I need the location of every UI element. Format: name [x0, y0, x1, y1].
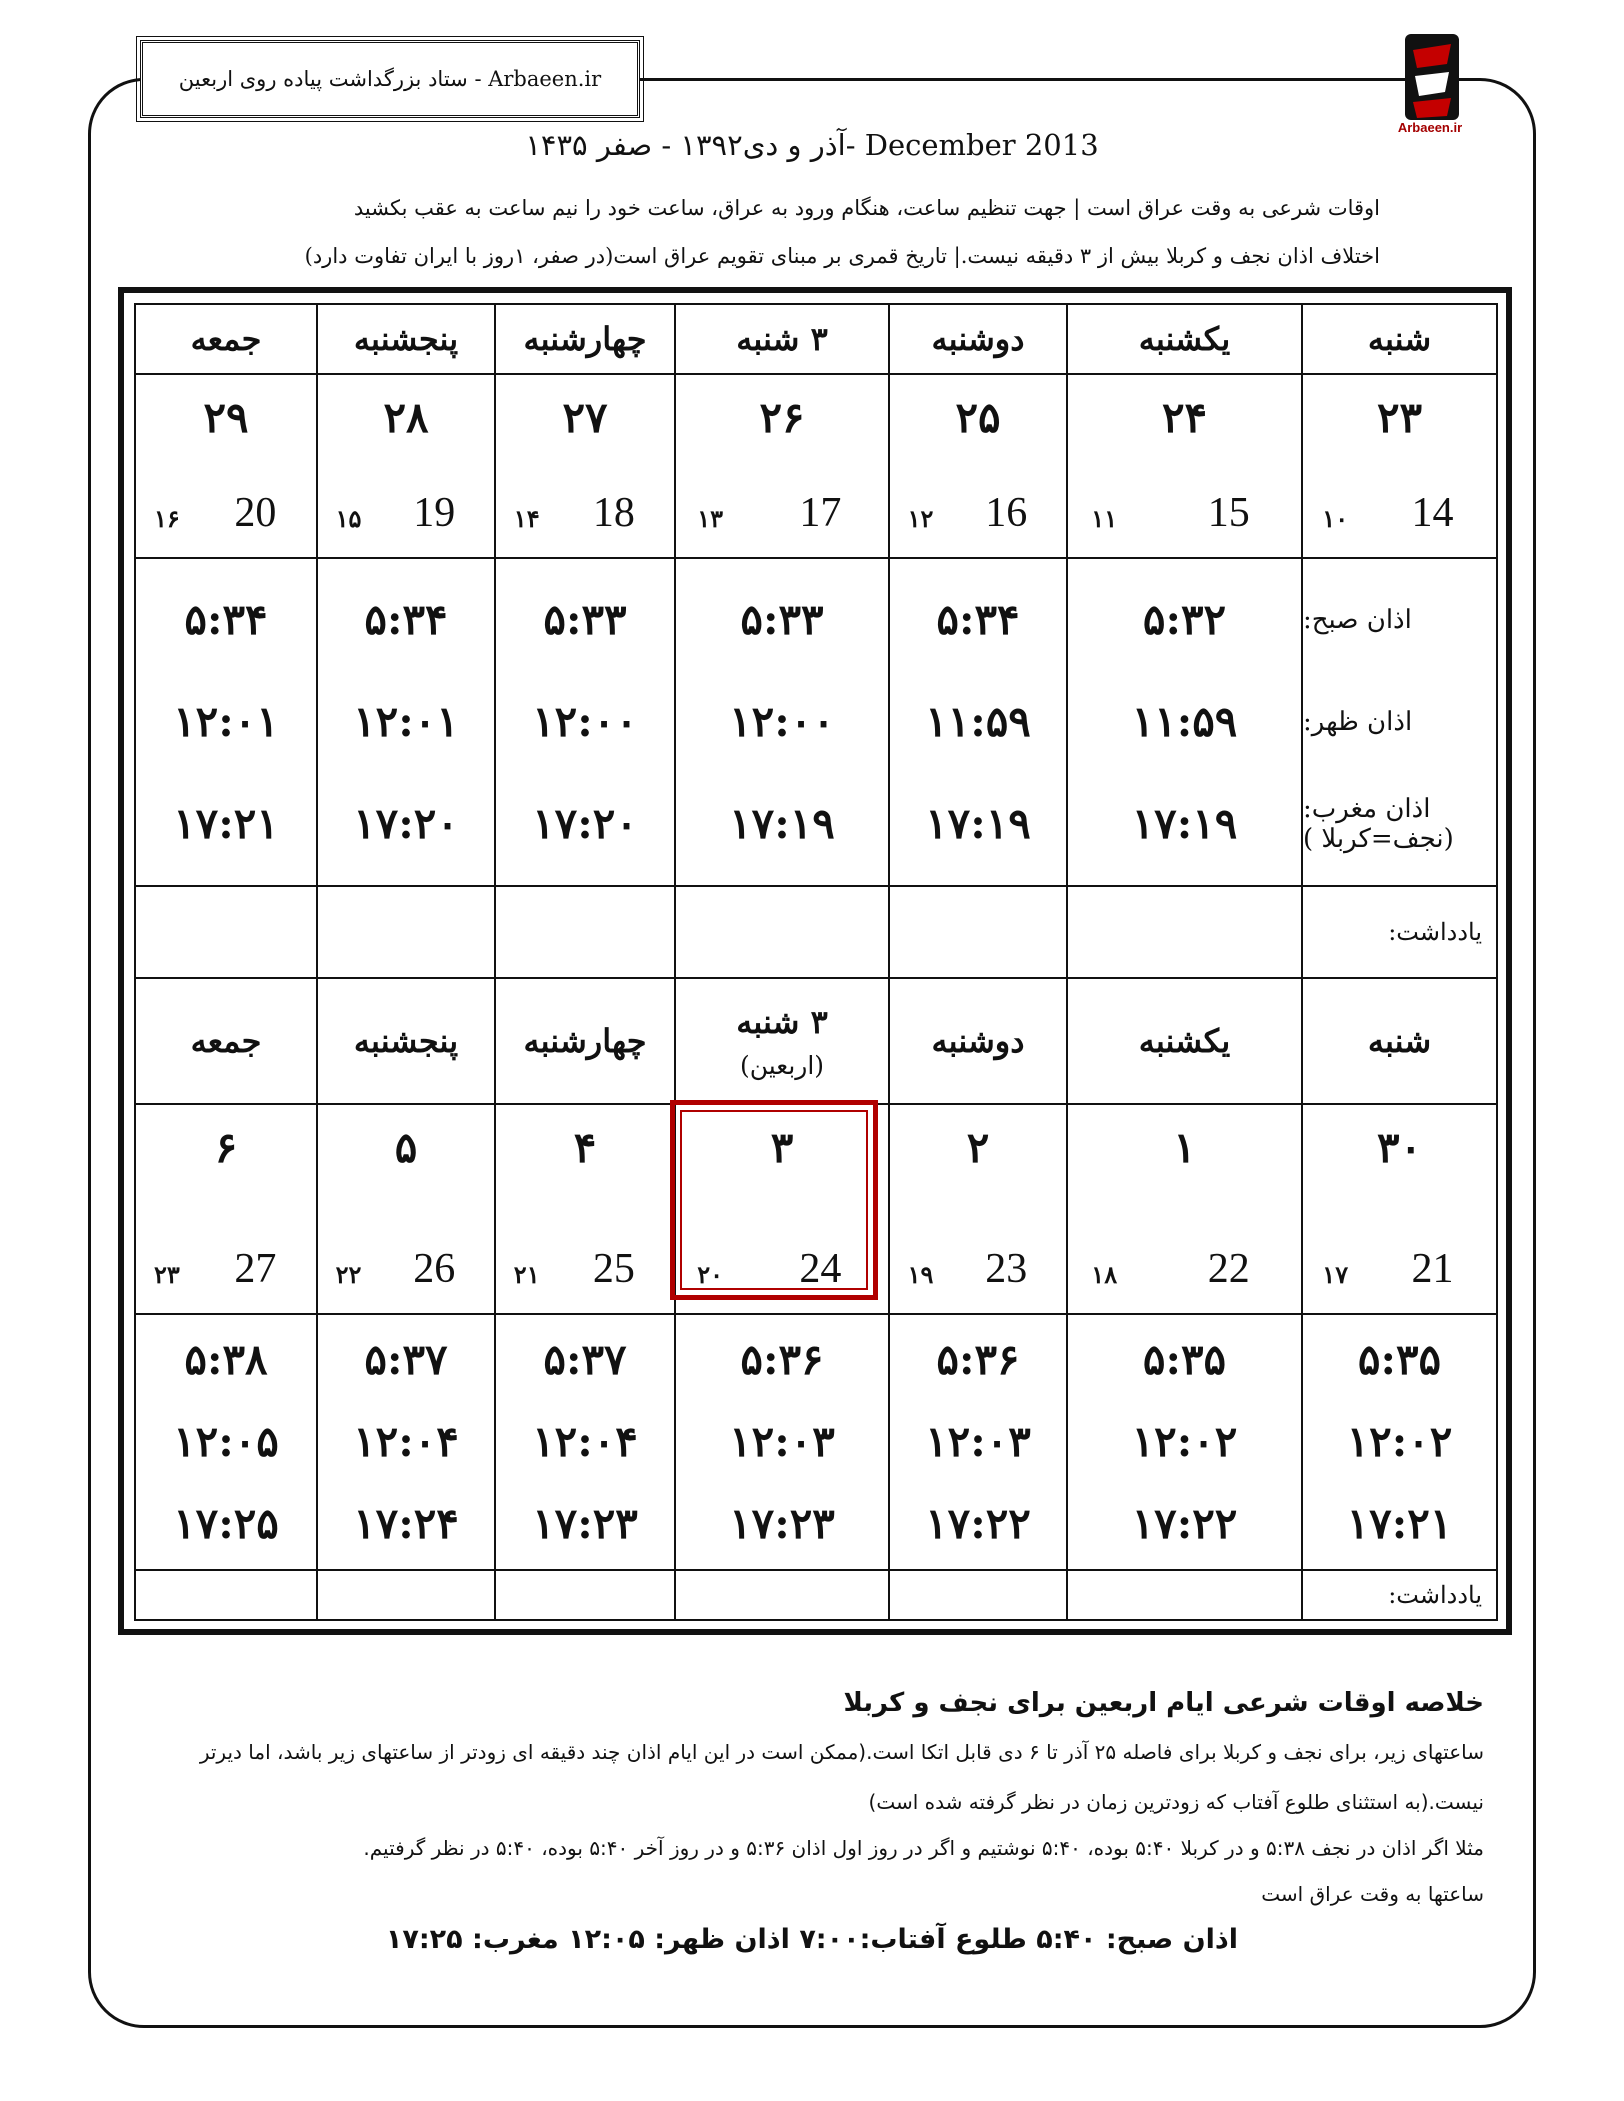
persian-date: ۲ [966, 1123, 990, 1172]
day-name: پنجشنبه [317, 304, 495, 374]
dhuhr-time: ۱۲:۰۲ [1131, 1417, 1238, 1466]
week2-times-row [135, 1314, 1497, 1570]
maghrib-time: ۱۷:۲۴ [353, 1499, 459, 1548]
persian-date: ۵ [394, 1123, 418, 1172]
calendar-note: اختلاف اذان نجف و کربلا بیش از ۳ دقیقه نیست.| تاریخ قمری بر مبنای تقویم عراق است(در صفر، ۱روز با ایران تفاوت دارد) [304, 244, 1380, 268]
day-name: چهارشنبه [495, 978, 675, 1104]
persian-date: ۲۳ [1376, 393, 1423, 442]
gregorian-date: 25 [592, 1246, 635, 1292]
persian-date: ۲۵ [955, 393, 1001, 442]
note-cell[interactable] [135, 886, 317, 978]
date-cell [317, 374, 495, 558]
summary-line: نیست.(به استثنای طلوع آفتاب که زودترین زمان در نظر گرفته شده است) [868, 1790, 1484, 1814]
date-cell [495, 374, 675, 558]
maghrib-time: ۱۷:۲۳ [729, 1499, 835, 1548]
gregorian-date: 27 [234, 1246, 277, 1292]
week1-date-row [135, 374, 1497, 558]
note-cell[interactable] [889, 886, 1067, 978]
arbaeen-label: (اربعین) [739, 1050, 825, 1080]
date-cell [135, 1104, 317, 1314]
persian-date: ۱ [1173, 1123, 1196, 1172]
dhuhr-time: ۱۲:۰۰ [729, 697, 835, 746]
maghrib-time: ۱۷:۲۳ [532, 1499, 638, 1548]
maghrib-time: ۱۷:۲۵ [173, 1499, 279, 1548]
gregorian-date: 19 [413, 490, 456, 536]
date-cell [1302, 1104, 1497, 1314]
time-note: اوقات شرعی به وقت عراق است | جهت تنظیم ساعت، هنگام ورود به عراق، ساعت خود را نیم ساعت به عقب بکشید [353, 196, 1380, 220]
fajr-time: ۵:۳۴ [936, 595, 1020, 644]
hijri-date: ۲۳ [154, 1260, 180, 1289]
arbaeen-highlight-box [670, 1100, 878, 1300]
gregorian-date: 15 [1207, 490, 1250, 536]
summary-title: خلاصه اوقات شرعی ایام اربعین برای نجف و کربلا [843, 1688, 1484, 1718]
hijri-date: ۱۹ [907, 1260, 934, 1289]
maghrib-time: ۱۷:۲۲ [1131, 1499, 1238, 1548]
dhuhr-time: ۱۲:۰۵ [173, 1417, 279, 1466]
dhuhr-time: ۱۲:۰۳ [729, 1417, 835, 1466]
hijri-date: ۲۲ [335, 1260, 362, 1289]
date-cell [889, 1104, 1067, 1314]
date-cell [889, 374, 1067, 558]
hijri-date: ۲۰ [697, 1260, 723, 1289]
persian-date: ۲۷ [562, 393, 608, 442]
maghrib-time: ۱۷:۲۰ [532, 799, 638, 848]
hijri-date: ۱۵ [335, 504, 362, 533]
logo-caption: Arbaeen.ir [1397, 120, 1463, 135]
day-name: یکشنبه [1067, 304, 1302, 374]
day-name: جمعه [135, 978, 317, 1104]
times-label-cell [1302, 558, 1497, 886]
arbaeen-day-cell [675, 978, 889, 1104]
times-cell [1302, 1314, 1497, 1570]
persian-date: ۶ [214, 1123, 238, 1172]
fajr-time: ۵:۳۴ [364, 595, 448, 644]
persian-date: ۳ [770, 1123, 794, 1172]
fajr-time: ۵:۳۵ [1357, 1335, 1442, 1384]
summary-times: اذان صبح: ۵:۴۰ طلوع آفتاب:۷:۰۰ اذان ظهر: ۱۲:۰۵ مغرب: ۱۷:۲۵ [385, 1924, 1239, 1955]
day-name: شنبه [1302, 304, 1497, 374]
times-cell [495, 1314, 675, 1570]
maghrib-time: ۱۷:۲۰ [353, 799, 459, 848]
hijri-date: ۱۴ [513, 504, 540, 533]
fajr-label: اذان صبح: [1303, 605, 1412, 635]
hijri-date: ۱۱ [1091, 504, 1118, 533]
times-cell [1067, 1314, 1302, 1570]
maghrib-time: ۱۷:۱۹ [925, 799, 1031, 848]
day-name: چهارشنبه [495, 304, 675, 374]
note-cell[interactable] [675, 1570, 889, 1620]
dhuhr-time: ۱۲:۰۳ [925, 1417, 1031, 1466]
date-cell [1067, 1104, 1302, 1314]
date-cell [495, 1104, 675, 1314]
date-cell [317, 1104, 495, 1314]
maghrib-time: ۱۷:۲۲ [925, 1499, 1031, 1548]
summary-line: ساعتهای زیر، برای نجف و کربلا برای فاصله ۲۵ آذر تا ۶ دی قابل اتکا است.(ممکن است در این ایام اذان چند دقیقه ای زودتر از ساعتهای زیر باشد، اما دیرتر [199, 1740, 1484, 1764]
week2-day-row [135, 978, 1497, 1104]
note-cell[interactable] [317, 1570, 495, 1620]
hijri-date: ۱۸ [1091, 1260, 1118, 1289]
persian-date: ۲۹ [203, 393, 249, 442]
gregorian-date: 20 [234, 490, 277, 536]
dhuhr-time: ۱۲:۰۲ [1346, 1417, 1453, 1466]
dhuhr-time: ۱۲:۰۱ [173, 697, 279, 746]
dhuhr-time: ۱۲:۰۴ [353, 1417, 459, 1466]
note-cell[interactable] [135, 1570, 317, 1620]
dhuhr-time: ۱۱:۵۹ [1131, 697, 1238, 746]
week1-times-row [135, 558, 1497, 886]
date-cell [135, 374, 317, 558]
gregorian-date: 16 [985, 490, 1028, 536]
page-title: آذر و دی۱۳۹۲ - صفر ۱۴۳۵- December 2013 [525, 128, 1099, 162]
day-name: شنبه [1302, 978, 1497, 1104]
fajr-time: ۵:۳۷ [364, 1335, 448, 1384]
fajr-time: ۵:۳۵ [1142, 1335, 1227, 1384]
day-name: ۳ شنبه [736, 1002, 828, 1041]
persian-date: ۲۸ [383, 393, 429, 442]
summary-line: ساعتها به وقت عراق است [1261, 1882, 1484, 1906]
dhuhr-time: ۱۱:۵۹ [925, 697, 1031, 746]
maghrib-time: ۱۷:۲۱ [1346, 1499, 1453, 1548]
calendar-table [118, 287, 1512, 1635]
note-cell[interactable] [495, 886, 675, 978]
week1-day-row [135, 304, 1497, 374]
dhuhr-time: ۱۲:۰۴ [532, 1417, 638, 1466]
fajr-time: ۵:۳۳ [543, 595, 627, 644]
dhuhr-label: اذان ظهر: [1303, 707, 1413, 737]
date-cell [675, 374, 889, 558]
fajr-time: ۵:۳۴ [184, 595, 268, 644]
gregorian-date: 22 [1207, 1246, 1250, 1292]
hijri-date: ۱۷ [1322, 1260, 1349, 1289]
persian-date: ۲۴ [1161, 393, 1208, 442]
maghrib-time: ۱۷:۱۹ [729, 799, 835, 848]
gregorian-date: 26 [413, 1246, 456, 1292]
maghrib-time: ۱۷:۱۹ [1131, 799, 1238, 848]
times-cell [889, 558, 1067, 886]
times-cell [1067, 558, 1302, 886]
date-cell [1067, 374, 1302, 558]
fajr-time: ۵:۳۶ [740, 1335, 824, 1384]
hijri-date: ۱۰ [1322, 504, 1349, 533]
persian-date: ۴ [573, 1123, 597, 1172]
gregorian-date: 14 [1411, 490, 1454, 536]
note-cell[interactable] [1067, 1570, 1302, 1620]
gregorian-date: 24 [799, 1246, 842, 1292]
org-header-box [140, 40, 640, 118]
maghrib-label-group [1303, 773, 1482, 875]
times-cell [495, 558, 675, 886]
gregorian-date: 18 [592, 490, 635, 536]
times-cell [889, 1314, 1067, 1570]
day-name: یکشنبه [1067, 978, 1302, 1104]
fajr-time: ۵:۳۸ [184, 1335, 268, 1384]
maghrib-time: ۱۷:۲۱ [173, 799, 279, 848]
note-cell[interactable] [1067, 886, 1302, 978]
times-cell [317, 558, 495, 886]
dhuhr-time: ۱۲:۰۰ [532, 697, 638, 746]
times-cell [317, 1314, 495, 1570]
times-cell [135, 1314, 317, 1570]
gregorian-date: 17 [799, 490, 842, 536]
times-cell [675, 558, 889, 886]
hijri-date: ۱۶ [154, 504, 180, 533]
times-cell [675, 1314, 889, 1570]
gregorian-date: 23 [985, 1246, 1028, 1292]
dhuhr-time: ۱۲:۰۱ [353, 697, 459, 746]
hijri-date: ۱۳ [697, 504, 723, 533]
summary-line: مثلا اگر اذان در نجف ۵:۳۸ و در کربلا ۵:۴۰ بوده، ۵:۴۰ نوشتیم و اگر در روز اول اذان ۵:۳۶ و در روز آخر ۵:۴۰ بوده، ۵:۴۰ در نظر گرفتیم. [363, 1836, 1484, 1860]
day-name: پنجشنبه [317, 978, 495, 1104]
maghrib-label: اذان مغرب: [1303, 794, 1431, 824]
notes-label: یادداشت: [1302, 1570, 1497, 1620]
fajr-time: ۵:۳۷ [543, 1335, 627, 1384]
persian-date: ۳۰ [1376, 1123, 1423, 1172]
date-cell [1302, 374, 1497, 558]
fajr-time: ۵:۳۶ [936, 1335, 1020, 1384]
persian-date: ۲۶ [759, 393, 805, 442]
maghrib-note: (نجف=کربلا ) [1303, 824, 1454, 854]
note-cell[interactable] [317, 886, 495, 978]
week1-notes-row [135, 886, 1497, 978]
note-cell[interactable] [495, 1570, 675, 1620]
fajr-time: ۵:۳۳ [740, 595, 824, 644]
org-label: ستاد بزرگداشت پیاده روی اربعین - Arbaeen.ir [178, 67, 602, 91]
day-name: دوشنبه [889, 304, 1067, 374]
note-cell[interactable] [889, 1570, 1067, 1620]
week2-notes-row [135, 1570, 1497, 1620]
hijri-date: ۲۱ [513, 1260, 540, 1289]
gregorian-date: 21 [1411, 1246, 1454, 1292]
times-cell [135, 558, 317, 886]
day-name: دوشنبه [889, 978, 1067, 1104]
note-cell[interactable] [675, 886, 889, 978]
day-name: جمعه [135, 304, 317, 374]
notes-label: یادداشت: [1302, 886, 1497, 978]
fajr-time: ۵:۳۲ [1142, 595, 1227, 644]
day-name: ۳ شنبه [675, 304, 889, 374]
hijri-date: ۱۲ [907, 504, 934, 533]
